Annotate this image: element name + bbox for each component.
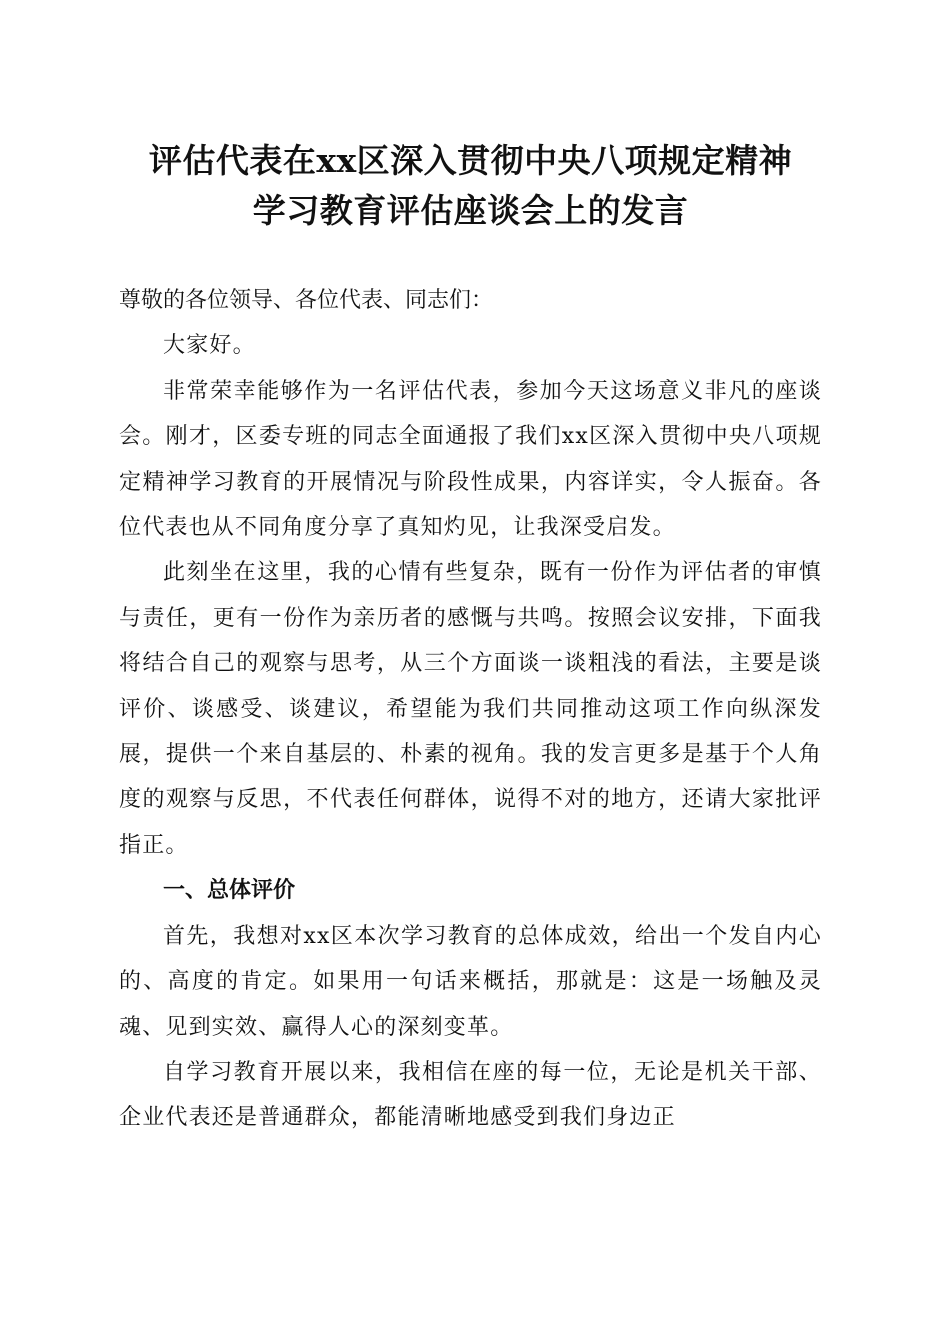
paragraph-evaluation: 首先，我想对xx区本次学习教育的总体成效，给出一个发自内心的、高度的肯定。如果用一句话来概括，那就是：这是一场触及灵魂、见到实效、赢得人心的深刻变革。: [119, 923, 822, 1040]
title-line-1: 评估代表在xx区深入贯彻中央八项规定精神: [148, 141, 793, 180]
salutation: 尊敬的各位领导、各位代表、同志们：: [119, 288, 494, 313]
paragraph-intro: 非常荣幸能够作为一名评估代表，参加今天这场意义非凡的座谈会。刚才，区委专班的同志全面通报了我们xx区深入贯彻中央八项规定精神学习教育的开展情况与阶段性成果，内容详实，令人振奋。各位代表也从不同角度分享了真知灼见，让我深受启发。: [119, 378, 822, 541]
paragraph-greeting: 大家好。: [163, 333, 256, 359]
title-line-2: 学习教育评估座谈会上的发言: [252, 191, 689, 230]
document-body: [119, 278, 822, 1141]
paragraph-overview: 此刻坐在这里，我的心情有些复杂，既有一份作为评估者的审慎与责任，更有一份作为亲历者的感慨与共鸣。按照会议安排，下面我将结合自己的观察与思考，从三个方面谈一谈粗浅的看法，主要是谈评价、谈感受、谈建议，希望能为我们共同推动这项工作向纵深发展，提供一个来自基层的、朴素的视角。我的发言更多是基于个人角度的观察与反思，不代表任何群体，说得不对的地方，还请大家批评指正。: [119, 560, 822, 858]
document-title: [119, 136, 822, 236]
paragraph-observation: 自学习教育开展以来，我相信在座的每一位，无论是机关干部、企业代表还是普通群众，都能清晰地感受到我们身边正: [119, 1059, 822, 1131]
section-heading-overall-evaluation: 一、总体评价: [163, 878, 296, 904]
